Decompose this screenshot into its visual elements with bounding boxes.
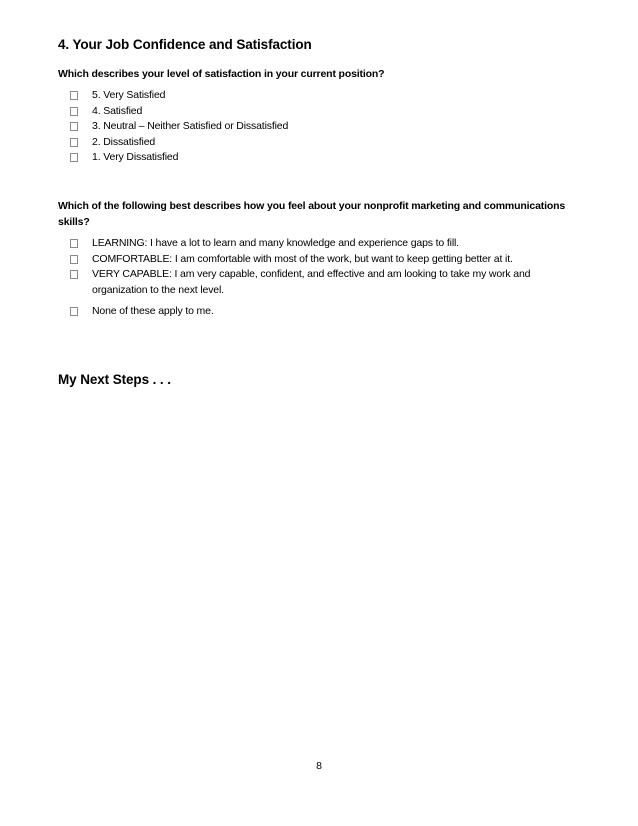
option-label: None of these apply to me. (92, 305, 214, 317)
satisfaction-question: Which describes your level of satisfaction in your current position? (58, 68, 385, 80)
page-number: 8 (316, 760, 322, 772)
checkbox[interactable] (70, 307, 78, 316)
section-title: 4. Your Job Confidence and Satisfaction (58, 37, 312, 52)
checkbox[interactable] (70, 270, 78, 279)
option-label: 2. Dissatisfied (92, 135, 156, 148)
satisfaction-option-dissatisfied[interactable] (70, 135, 288, 151)
option-label: COMFORTABLE: I am comfortable with most of the work, but want to keep getting better at it. (92, 252, 513, 265)
next-steps-heading: My Next Steps . . . (58, 372, 171, 387)
satisfaction-option-neutral[interactable] (70, 119, 288, 135)
option-label: 5. Very Satisfied (92, 89, 166, 101)
option-label: 3. Neutral – Neither Satisfied or Dissatisfied (92, 120, 289, 132)
satisfaction-option-very-satisfied[interactable] (70, 88, 288, 104)
skills-option-learning[interactable] (70, 236, 560, 252)
option-label: LEARNING: I have a lot to learn and many knowledge and experience gaps to fill. (92, 237, 459, 249)
option-label: VERY CAPABLE: I am very capable, confident, and effective and am looking to take my work and organization to the next level. (92, 268, 531, 296)
checkbox[interactable] (70, 153, 78, 162)
satisfaction-option-satisfied[interactable] (70, 104, 288, 120)
option-label: 1. Very Dissatisfied (92, 151, 179, 163)
checkbox[interactable] (70, 91, 78, 100)
option-label: 4. Satisfied (92, 104, 143, 117)
checkbox[interactable] (70, 107, 78, 116)
checkbox[interactable] (70, 122, 78, 131)
satisfaction-option-very-dissatisfied[interactable] (70, 150, 288, 166)
skills-option-very-capable[interactable] (70, 267, 560, 298)
skills-question: Which of the following best describes how you feel about your nonprofit marketing and communications skills? (58, 200, 566, 228)
skills-option-comfortable[interactable] (70, 252, 560, 268)
checkbox[interactable] (70, 239, 78, 248)
satisfaction-options (70, 88, 288, 166)
checkbox[interactable] (70, 138, 78, 147)
skills-option-none[interactable] (70, 304, 560, 320)
skills-options (70, 236, 560, 320)
checkbox[interactable] (70, 255, 78, 264)
